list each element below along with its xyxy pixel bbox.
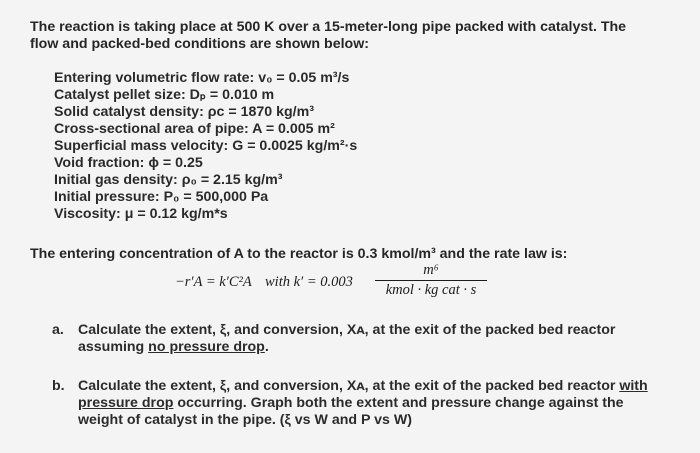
units-numerator: m⁶	[423, 262, 439, 278]
parameter-label: Initial gas density:	[54, 172, 182, 188]
parameter-item	[54, 138, 357, 155]
question-b-text: occurring. Graph both the extent and pressure change against the	[173, 395, 624, 411]
rate-constant-units	[375, 262, 487, 299]
parameter-item	[54, 121, 335, 138]
parameter-label: Cross-sectional area of pipe:	[54, 121, 253, 137]
parameter-item	[54, 155, 203, 172]
parameter-item	[54, 172, 282, 189]
parameter-label: Void fraction:	[54, 155, 149, 171]
parameter-label: Solid catalyst density:	[54, 104, 208, 120]
parameter-value: ρ₀ = 2.15 kg/m³	[181, 172, 283, 188]
parameter-value: v₀ = 0.05 m³/s	[258, 70, 350, 86]
underlined-phrase: no pressure drop	[148, 339, 265, 355]
question-b-line-1	[78, 378, 648, 395]
question-a-text: assuming	[78, 339, 149, 355]
concentration-statement: The entering concentration of A to the reactor is 0.3 kmol/m³ and the rate law is:	[30, 246, 568, 262]
parameter-item	[54, 70, 349, 87]
parameter-label: Initial pressure:	[54, 189, 164, 205]
question-b-line-3: weight of catalyst in the pipe. (ξ vs W and P vs W)	[78, 412, 412, 428]
question-a-line-1: Calculate the extent, ξ, and conversion, Xᴀ, at the exit of the packed bed reactor	[78, 322, 616, 338]
units-denominator: kmol · kg cat · s	[385, 282, 477, 298]
parameter-item	[54, 206, 228, 223]
parameter-value: G = 0.0025 kg/m²·s	[232, 138, 358, 154]
question-a-text: .	[264, 339, 269, 355]
parameter-value: μ = 0.12 kg/m*s	[124, 206, 228, 222]
intro-line-2: flow and packed-bed conditions are shown below:	[30, 36, 369, 52]
intro-line-1: The reaction is taking place at 500 K over a 15-meter-long pipe packed with catalyst. The	[30, 19, 627, 35]
question-a-marker: a.	[52, 322, 64, 338]
parameter-value: ρc = 1870 kg/m³	[207, 104, 314, 120]
parameter-value: ϕ = 0.25	[148, 155, 203, 171]
rate-constant: with k′ = 0.003	[265, 274, 353, 290]
underlined-phrase: pressure drop	[78, 395, 174, 411]
parameter-item	[54, 87, 274, 104]
question-b-marker: b.	[52, 378, 65, 394]
parameter-value: A = 0.005 m²	[252, 121, 335, 137]
question-a-line-2	[78, 339, 269, 356]
parameter-label: Superficial mass velocity:	[54, 138, 233, 154]
parameter-label: Viscosity:	[54, 206, 125, 222]
underlined-phrase: with	[619, 378, 648, 394]
question-b-text: Calculate the extent, ξ, and conversion, Xᴀ, at the exit of the packed bed reactor	[78, 378, 620, 394]
parameter-label: Catalyst pellet size:	[54, 87, 190, 103]
parameter-value: Dₚ = 0.010 m	[189, 87, 275, 103]
parameter-value: P₀ = 500,000 Pa	[163, 189, 269, 205]
rate-law-lhs: −r′A = k′C²A	[175, 274, 252, 290]
parameter-item	[54, 189, 268, 206]
parameter-item	[54, 104, 314, 121]
parameter-label: Entering volumetric flow rate:	[54, 70, 259, 86]
question-b-line-2	[78, 395, 624, 412]
fraction-bar	[375, 280, 487, 281]
